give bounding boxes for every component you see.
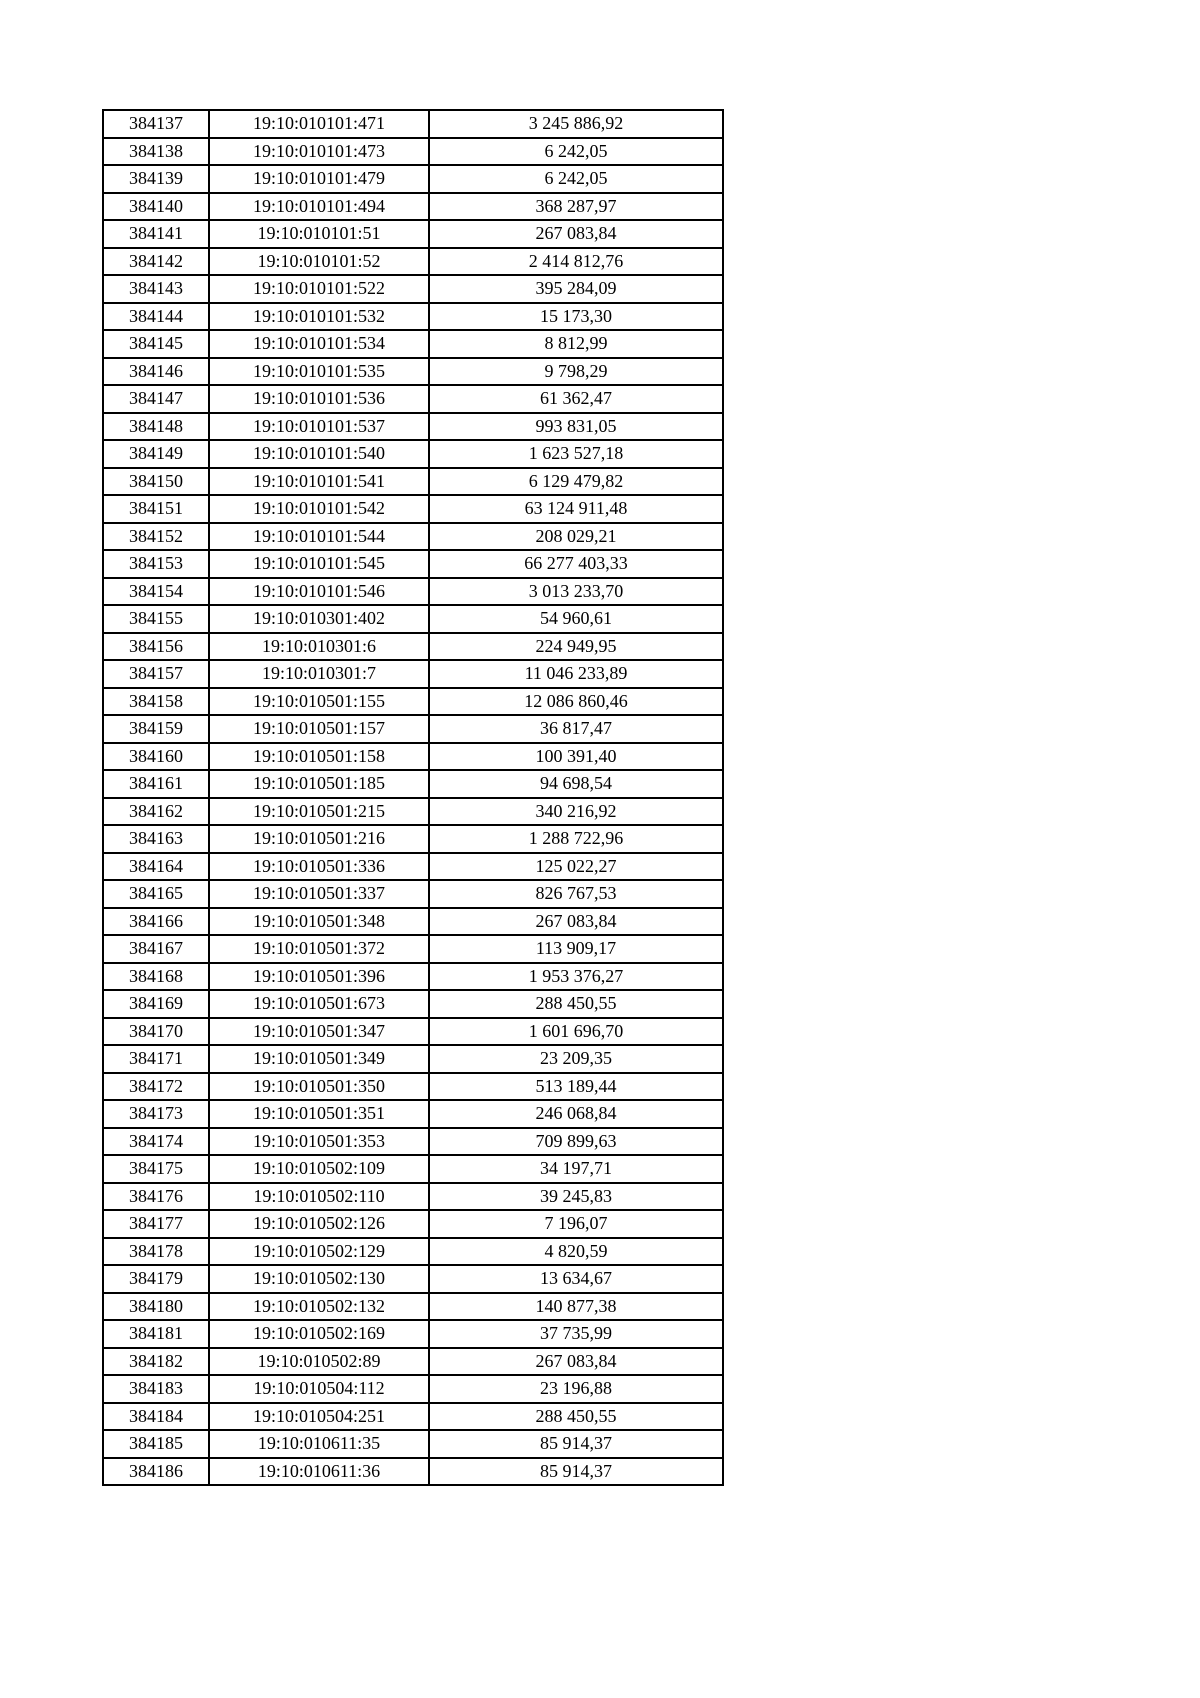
row-number-cell: 384142	[103, 248, 209, 276]
cadastral-value-cell: 66 277 403,33	[429, 550, 723, 578]
table-row	[103, 523, 723, 551]
cadastral-value-cell: 709 899,63	[429, 1128, 723, 1156]
cadastral-value-table	[102, 109, 724, 1486]
row-number-cell: 384178	[103, 1238, 209, 1266]
cadastral-number-cell: 19:10:010101:546	[209, 578, 429, 606]
cadastral-value-cell: 85 914,37	[429, 1458, 723, 1486]
row-number-cell: 384145	[103, 330, 209, 358]
cadastral-value-cell: 7 196,07	[429, 1210, 723, 1238]
table-row	[103, 138, 723, 166]
row-number-cell: 384157	[103, 660, 209, 688]
cadastral-value-cell: 267 083,84	[429, 1348, 723, 1376]
cadastral-number-cell: 19:10:010501:215	[209, 798, 429, 826]
table-row	[103, 935, 723, 963]
row-number-cell: 384168	[103, 963, 209, 991]
table-row	[103, 385, 723, 413]
row-number-cell: 384149	[103, 440, 209, 468]
cadastral-value-cell: 140 877,38	[429, 1293, 723, 1321]
table-row	[103, 1238, 723, 1266]
table-row	[103, 220, 723, 248]
row-number-cell: 384175	[103, 1155, 209, 1183]
cadastral-number-cell: 19:10:010502:132	[209, 1293, 429, 1321]
cadastral-number-cell: 19:10:010101:479	[209, 165, 429, 193]
cadastral-value-cell: 395 284,09	[429, 275, 723, 303]
cadastral-number-cell: 19:10:010501:155	[209, 688, 429, 716]
table-row	[103, 1430, 723, 1458]
cadastral-number-cell: 19:10:010501:216	[209, 825, 429, 853]
table-row	[103, 330, 723, 358]
row-number-cell: 384144	[103, 303, 209, 331]
cadastral-number-cell: 19:10:010501:351	[209, 1100, 429, 1128]
cadastral-value-cell: 3 245 886,92	[429, 110, 723, 138]
row-number-cell: 384165	[103, 880, 209, 908]
cadastral-value-cell: 37 735,99	[429, 1320, 723, 1348]
row-number-cell: 384159	[103, 715, 209, 743]
table-row	[103, 1458, 723, 1486]
row-number-cell: 384156	[103, 633, 209, 661]
table-row	[103, 798, 723, 826]
cadastral-value-cell: 4 820,59	[429, 1238, 723, 1266]
cadastral-number-cell: 19:10:010501:396	[209, 963, 429, 991]
cadastral-number-cell: 19:10:010501:347	[209, 1018, 429, 1046]
row-number-cell: 384154	[103, 578, 209, 606]
cadastral-number-cell: 19:10:010501:337	[209, 880, 429, 908]
cadastral-number-cell: 19:10:010101:51	[209, 220, 429, 248]
cadastral-number-cell: 19:10:010101:542	[209, 495, 429, 523]
cadastral-value-cell: 15 173,30	[429, 303, 723, 331]
cadastral-value-cell: 34 197,71	[429, 1155, 723, 1183]
cadastral-number-cell: 19:10:010502:109	[209, 1155, 429, 1183]
table-row	[103, 1375, 723, 1403]
cadastral-value-cell: 100 391,40	[429, 743, 723, 771]
cadastral-value-cell: 125 022,27	[429, 853, 723, 881]
cadastral-number-cell: 19:10:010501:350	[209, 1073, 429, 1101]
table-row	[103, 880, 723, 908]
cadastral-value-cell: 826 767,53	[429, 880, 723, 908]
table-row	[103, 715, 723, 743]
row-number-cell: 384158	[103, 688, 209, 716]
table-row	[103, 908, 723, 936]
cadastral-value-cell: 113 909,17	[429, 935, 723, 963]
cadastral-value-cell: 13 634,67	[429, 1265, 723, 1293]
table-row	[103, 1100, 723, 1128]
row-number-cell: 384179	[103, 1265, 209, 1293]
cadastral-number-cell: 19:10:010301:6	[209, 633, 429, 661]
table-row	[103, 853, 723, 881]
table-row	[103, 1045, 723, 1073]
table-row	[103, 495, 723, 523]
row-number-cell: 384169	[103, 990, 209, 1018]
cadastral-number-cell: 19:10:010502:126	[209, 1210, 429, 1238]
cadastral-number-cell: 19:10:010101:471	[209, 110, 429, 138]
cadastral-number-cell: 19:10:010501:673	[209, 990, 429, 1018]
row-number-cell: 384162	[103, 798, 209, 826]
table-row	[103, 963, 723, 991]
row-number-cell: 384141	[103, 220, 209, 248]
table-row	[103, 358, 723, 386]
cadastral-number-cell: 19:10:010101:544	[209, 523, 429, 551]
table-row	[103, 1293, 723, 1321]
row-number-cell: 384140	[103, 193, 209, 221]
cadastral-value-cell: 23 209,35	[429, 1045, 723, 1073]
row-number-cell: 384174	[103, 1128, 209, 1156]
cadastral-value-cell: 94 698,54	[429, 770, 723, 798]
cadastral-number-cell: 19:10:010501:372	[209, 935, 429, 963]
table-row	[103, 1018, 723, 1046]
cadastral-number-cell: 19:10:010501:185	[209, 770, 429, 798]
cadastral-value-cell: 1 601 696,70	[429, 1018, 723, 1046]
cadastral-number-cell: 19:10:010501:157	[209, 715, 429, 743]
table-row	[103, 1183, 723, 1211]
row-number-cell: 384184	[103, 1403, 209, 1431]
cadastral-number-cell: 19:10:010502:169	[209, 1320, 429, 1348]
table-row	[103, 440, 723, 468]
row-number-cell: 384170	[103, 1018, 209, 1046]
row-number-cell: 384186	[103, 1458, 209, 1486]
cadastral-value-cell: 12 086 860,46	[429, 688, 723, 716]
table-row	[103, 825, 723, 853]
table-row	[103, 1210, 723, 1238]
row-number-cell: 384160	[103, 743, 209, 771]
row-number-cell: 384152	[103, 523, 209, 551]
cadastral-number-cell: 19:10:010101:52	[209, 248, 429, 276]
table-row	[103, 303, 723, 331]
row-number-cell: 384146	[103, 358, 209, 386]
table-row	[103, 193, 723, 221]
cadastral-value-cell: 39 245,83	[429, 1183, 723, 1211]
row-number-cell: 384143	[103, 275, 209, 303]
table-row	[103, 990, 723, 1018]
cadastral-number-cell: 19:10:010501:349	[209, 1045, 429, 1073]
table-row	[103, 110, 723, 138]
table-row	[103, 413, 723, 441]
row-number-cell: 384161	[103, 770, 209, 798]
cadastral-number-cell: 19:10:010611:36	[209, 1458, 429, 1486]
row-number-cell: 384185	[103, 1430, 209, 1458]
cadastral-value-cell: 340 216,92	[429, 798, 723, 826]
cadastral-value-cell: 246 068,84	[429, 1100, 723, 1128]
cadastral-number-cell: 19:10:010101:532	[209, 303, 429, 331]
cadastral-number-cell: 19:10:010504:112	[209, 1375, 429, 1403]
cadastral-value-cell: 6 129 479,82	[429, 468, 723, 496]
cadastral-number-cell: 19:10:010101:541	[209, 468, 429, 496]
cadastral-value-cell: 61 362,47	[429, 385, 723, 413]
row-number-cell: 384164	[103, 853, 209, 881]
row-number-cell: 384138	[103, 138, 209, 166]
table-row	[103, 1265, 723, 1293]
cadastral-number-cell: 19:10:010101:545	[209, 550, 429, 578]
cadastral-number-cell: 19:10:010101:473	[209, 138, 429, 166]
cadastral-number-cell: 19:10:010501:336	[209, 853, 429, 881]
cadastral-value-cell: 267 083,84	[429, 220, 723, 248]
row-number-cell: 384172	[103, 1073, 209, 1101]
cadastral-number-cell: 19:10:010502:110	[209, 1183, 429, 1211]
table-row	[103, 688, 723, 716]
table-row	[103, 550, 723, 578]
cadastral-number-cell: 19:10:010101:534	[209, 330, 429, 358]
cadastral-number-cell: 19:10:010501:353	[209, 1128, 429, 1156]
cadastral-number-cell: 19:10:010301:7	[209, 660, 429, 688]
cadastral-number-cell: 19:10:010502:89	[209, 1348, 429, 1376]
cadastral-value-cell: 85 914,37	[429, 1430, 723, 1458]
table-row	[103, 743, 723, 771]
cadastral-value-cell: 1 288 722,96	[429, 825, 723, 853]
row-number-cell: 384167	[103, 935, 209, 963]
cadastral-value-cell: 54 960,61	[429, 605, 723, 633]
cadastral-number-cell: 19:10:010501:348	[209, 908, 429, 936]
cadastral-value-cell: 1 623 527,18	[429, 440, 723, 468]
table-row	[103, 1403, 723, 1431]
cadastral-value-cell: 513 189,44	[429, 1073, 723, 1101]
table-row	[103, 248, 723, 276]
table-row	[103, 165, 723, 193]
table-row	[103, 468, 723, 496]
table-row	[103, 770, 723, 798]
cadastral-number-cell: 19:10:010502:129	[209, 1238, 429, 1266]
row-number-cell: 384153	[103, 550, 209, 578]
cadastral-value-cell: 23 196,88	[429, 1375, 723, 1403]
table-row	[103, 660, 723, 688]
cadastral-number-cell: 19:10:010101:494	[209, 193, 429, 221]
row-number-cell: 384148	[103, 413, 209, 441]
cadastral-value-cell: 288 450,55	[429, 1403, 723, 1431]
row-number-cell: 384151	[103, 495, 209, 523]
table-row	[103, 578, 723, 606]
cadastral-value-cell: 8 812,99	[429, 330, 723, 358]
row-number-cell: 384155	[103, 605, 209, 633]
row-number-cell: 384137	[103, 110, 209, 138]
cadastral-value-cell: 3 013 233,70	[429, 578, 723, 606]
row-number-cell: 384176	[103, 1183, 209, 1211]
row-number-cell: 384182	[103, 1348, 209, 1376]
cadastral-value-cell: 1 953 376,27	[429, 963, 723, 991]
cadastral-value-cell: 2 414 812,76	[429, 248, 723, 276]
cadastral-value-cell: 9 798,29	[429, 358, 723, 386]
row-number-cell: 384171	[103, 1045, 209, 1073]
cadastral-value-cell: 267 083,84	[429, 908, 723, 936]
table-row	[103, 1073, 723, 1101]
row-number-cell: 384163	[103, 825, 209, 853]
table-row	[103, 275, 723, 303]
table-row	[103, 1128, 723, 1156]
cadastral-number-cell: 19:10:010504:251	[209, 1403, 429, 1431]
cadastral-number-cell: 19:10:010502:130	[209, 1265, 429, 1293]
cadastral-number-cell: 19:10:010501:158	[209, 743, 429, 771]
cadastral-number-cell: 19:10:010101:540	[209, 440, 429, 468]
cadastral-value-cell: 208 029,21	[429, 523, 723, 551]
row-number-cell: 384173	[103, 1100, 209, 1128]
cadastral-value-cell: 36 817,47	[429, 715, 723, 743]
cadastral-number-cell: 19:10:010301:402	[209, 605, 429, 633]
cadastral-number-cell: 19:10:010101:535	[209, 358, 429, 386]
table-row	[103, 605, 723, 633]
row-number-cell: 384177	[103, 1210, 209, 1238]
cadastral-number-cell: 19:10:010611:35	[209, 1430, 429, 1458]
cadastral-number-cell: 19:10:010101:537	[209, 413, 429, 441]
cadastral-value-cell: 368 287,97	[429, 193, 723, 221]
table-row	[103, 633, 723, 661]
row-number-cell: 384150	[103, 468, 209, 496]
cadastral-value-cell: 288 450,55	[429, 990, 723, 1018]
row-number-cell: 384139	[103, 165, 209, 193]
cadastral-number-cell: 19:10:010101:522	[209, 275, 429, 303]
cadastral-value-cell: 6 242,05	[429, 138, 723, 166]
cadastral-value-cell: 224 949,95	[429, 633, 723, 661]
cadastral-number-cell: 19:10:010101:536	[209, 385, 429, 413]
row-number-cell: 384180	[103, 1293, 209, 1321]
row-number-cell: 384166	[103, 908, 209, 936]
row-number-cell: 384147	[103, 385, 209, 413]
cadastral-value-cell: 993 831,05	[429, 413, 723, 441]
cadastral-value-cell: 11 046 233,89	[429, 660, 723, 688]
table-row	[103, 1348, 723, 1376]
table-body	[103, 110, 723, 1485]
table-row	[103, 1155, 723, 1183]
cadastral-value-cell: 6 242,05	[429, 165, 723, 193]
table-row	[103, 1320, 723, 1348]
row-number-cell: 384183	[103, 1375, 209, 1403]
row-number-cell: 384181	[103, 1320, 209, 1348]
cadastral-value-cell: 63 124 911,48	[429, 495, 723, 523]
